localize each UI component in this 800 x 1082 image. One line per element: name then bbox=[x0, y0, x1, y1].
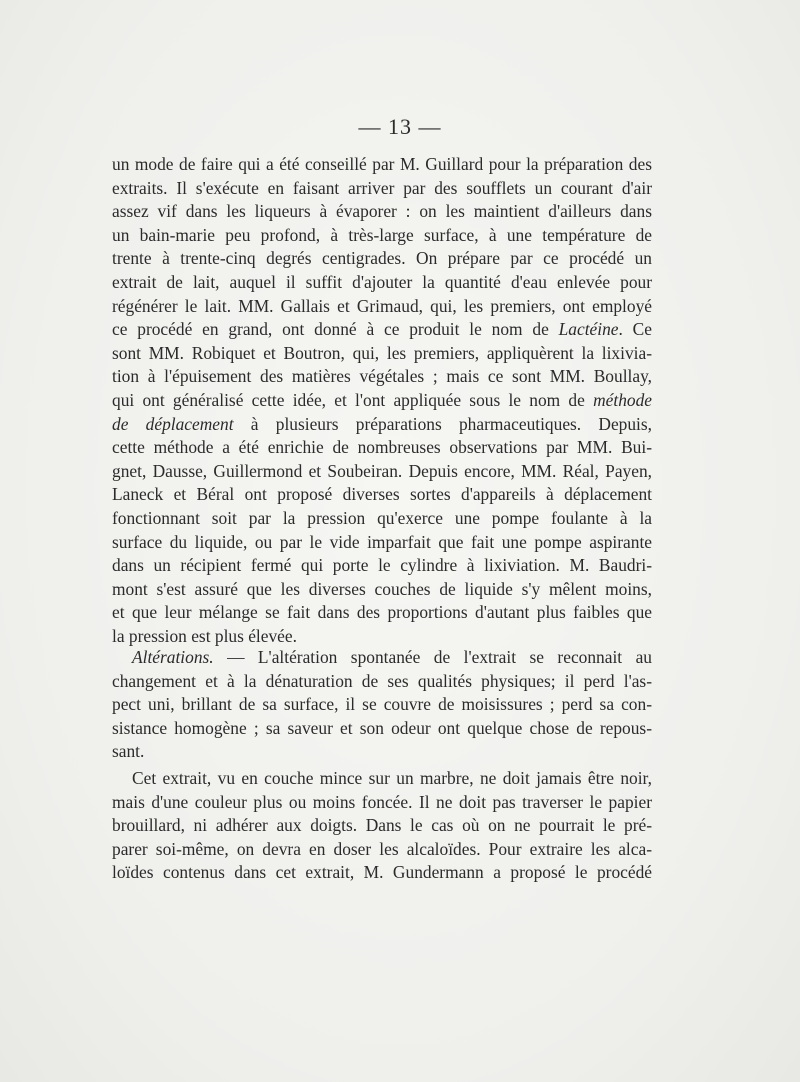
text-line: extrait de lait, auquel il suffit d'ajouter la quantité d'eau enlevée pour bbox=[112, 271, 652, 292]
italic-term-deplacement: de déplacement bbox=[112, 413, 234, 434]
paragraph-extract-quality bbox=[112, 767, 652, 885]
text-line: et que leur mélange se fait dans des proportions d'autant plus faibles que bbox=[112, 602, 652, 623]
page-number: — 13 — bbox=[358, 114, 442, 139]
text-line: changement et à la dénaturation de ses qualités physiques; il perd l'as- bbox=[112, 670, 652, 691]
text-line: dans un récipient fermé qui porte le cylindre à lixiviation. M. Baudri- bbox=[112, 555, 652, 576]
text-fragment: à plusieurs préparations pharmaceutiques. Depuis, bbox=[250, 413, 653, 434]
text-fragment: qui ont généralisé cette idée, et l'ont appliquée sous le nom de bbox=[112, 389, 585, 410]
section-heading-alterations: Altérations. bbox=[132, 647, 214, 667]
text-line: Laneck et Béral ont proposé diverses sortes d'appareils à déplacement bbox=[112, 484, 652, 505]
text-line: régénérer le lait. MM. Gallais et Grimaud, qui, les premiers, ont employé bbox=[112, 295, 652, 316]
text-line-methode bbox=[112, 389, 652, 413]
text-line: parer soi-même, on devra en doser les alcaloïdes. Pour extraire les alca- bbox=[112, 838, 652, 859]
italic-term-lacteine: Lactéine bbox=[558, 319, 619, 340]
text-line: fonctionnant soit par la pression qu'exerce une pompe foulante à la bbox=[112, 507, 652, 528]
text-line: trente à trente-cinq degrés centigrades. On prépare par ce procédé un bbox=[112, 248, 652, 269]
text-fragment: ce procédé en grand, ont donné à ce produit le nom de bbox=[112, 319, 549, 340]
text-line: cette méthode a été enrichie de nombreuses observations par MM. Bui- bbox=[112, 437, 652, 458]
text-line: Cet extrait, vu en couche mince sur un marbre, ne doit jamais être noir, bbox=[132, 768, 652, 788]
text-line: mont s'est assuré que les diverses couches de liquide s'y mêlent moins, bbox=[112, 578, 652, 599]
text-line-lacteine bbox=[112, 318, 652, 342]
text-line: tion à l'épuisement des matières végétales ; mais ce sont MM. Boullay, bbox=[112, 366, 652, 387]
text-line: assez vif dans les liqueurs à évaporer : on les maintient d'ailleurs dans bbox=[112, 201, 652, 222]
text-line: sont MM. Robiquet et Boutron, qui, les premiers, appliquèrent la lixivia- bbox=[112, 342, 652, 363]
text-line-heading bbox=[112, 646, 652, 670]
italic-term-methode: méthode bbox=[593, 389, 652, 410]
text-line: gnet, Dausse, Guillermond et Soubeiran. Depuis encore, MM. Réal, Payen, bbox=[112, 460, 652, 481]
text-line: loïdes contenus dans cet extrait, M. Gundermann a proposé le procédé bbox=[112, 862, 652, 883]
text-line: surface du liquide, ou par le vide imparfait que fait une pompe aspirante bbox=[112, 531, 652, 552]
text-line: extraits. Il s'exécute en faisant arriver par des soufflets un courant d'air bbox=[112, 177, 652, 198]
text-line: brouillard, ni adhérer aux doigts. Dans le cas où on ne pourrait le pré- bbox=[112, 815, 652, 836]
text-line: sant. bbox=[112, 741, 145, 762]
text-line: la pression est plus élevée. bbox=[112, 625, 297, 646]
text-line-deplacement bbox=[112, 413, 652, 437]
text-fragment: — L'altération spontanée de l'extrait se reconnait au bbox=[213, 647, 652, 667]
text-line: pect uni, brillant de sa surface, il se couvre de moisissures ; perd sa con- bbox=[112, 694, 652, 715]
text-fragment: . Ce bbox=[618, 319, 652, 340]
paragraph-guillard-extraction bbox=[112, 153, 652, 648]
text-line: un mode de faire qui a été conseillé par M. Guillard pour la préparation des bbox=[112, 154, 652, 174]
text-line: un bain-marie peu profond, à très-large surface, à une température de bbox=[112, 224, 652, 245]
text-line: sistance homogène ; sa saveur et son odeur ont quelque chose de repous- bbox=[112, 717, 652, 738]
text-line: mais d'une couleur plus ou moins foncée. Il ne doit pas traverser le papier bbox=[112, 791, 652, 812]
paragraph-alterations bbox=[112, 646, 652, 764]
